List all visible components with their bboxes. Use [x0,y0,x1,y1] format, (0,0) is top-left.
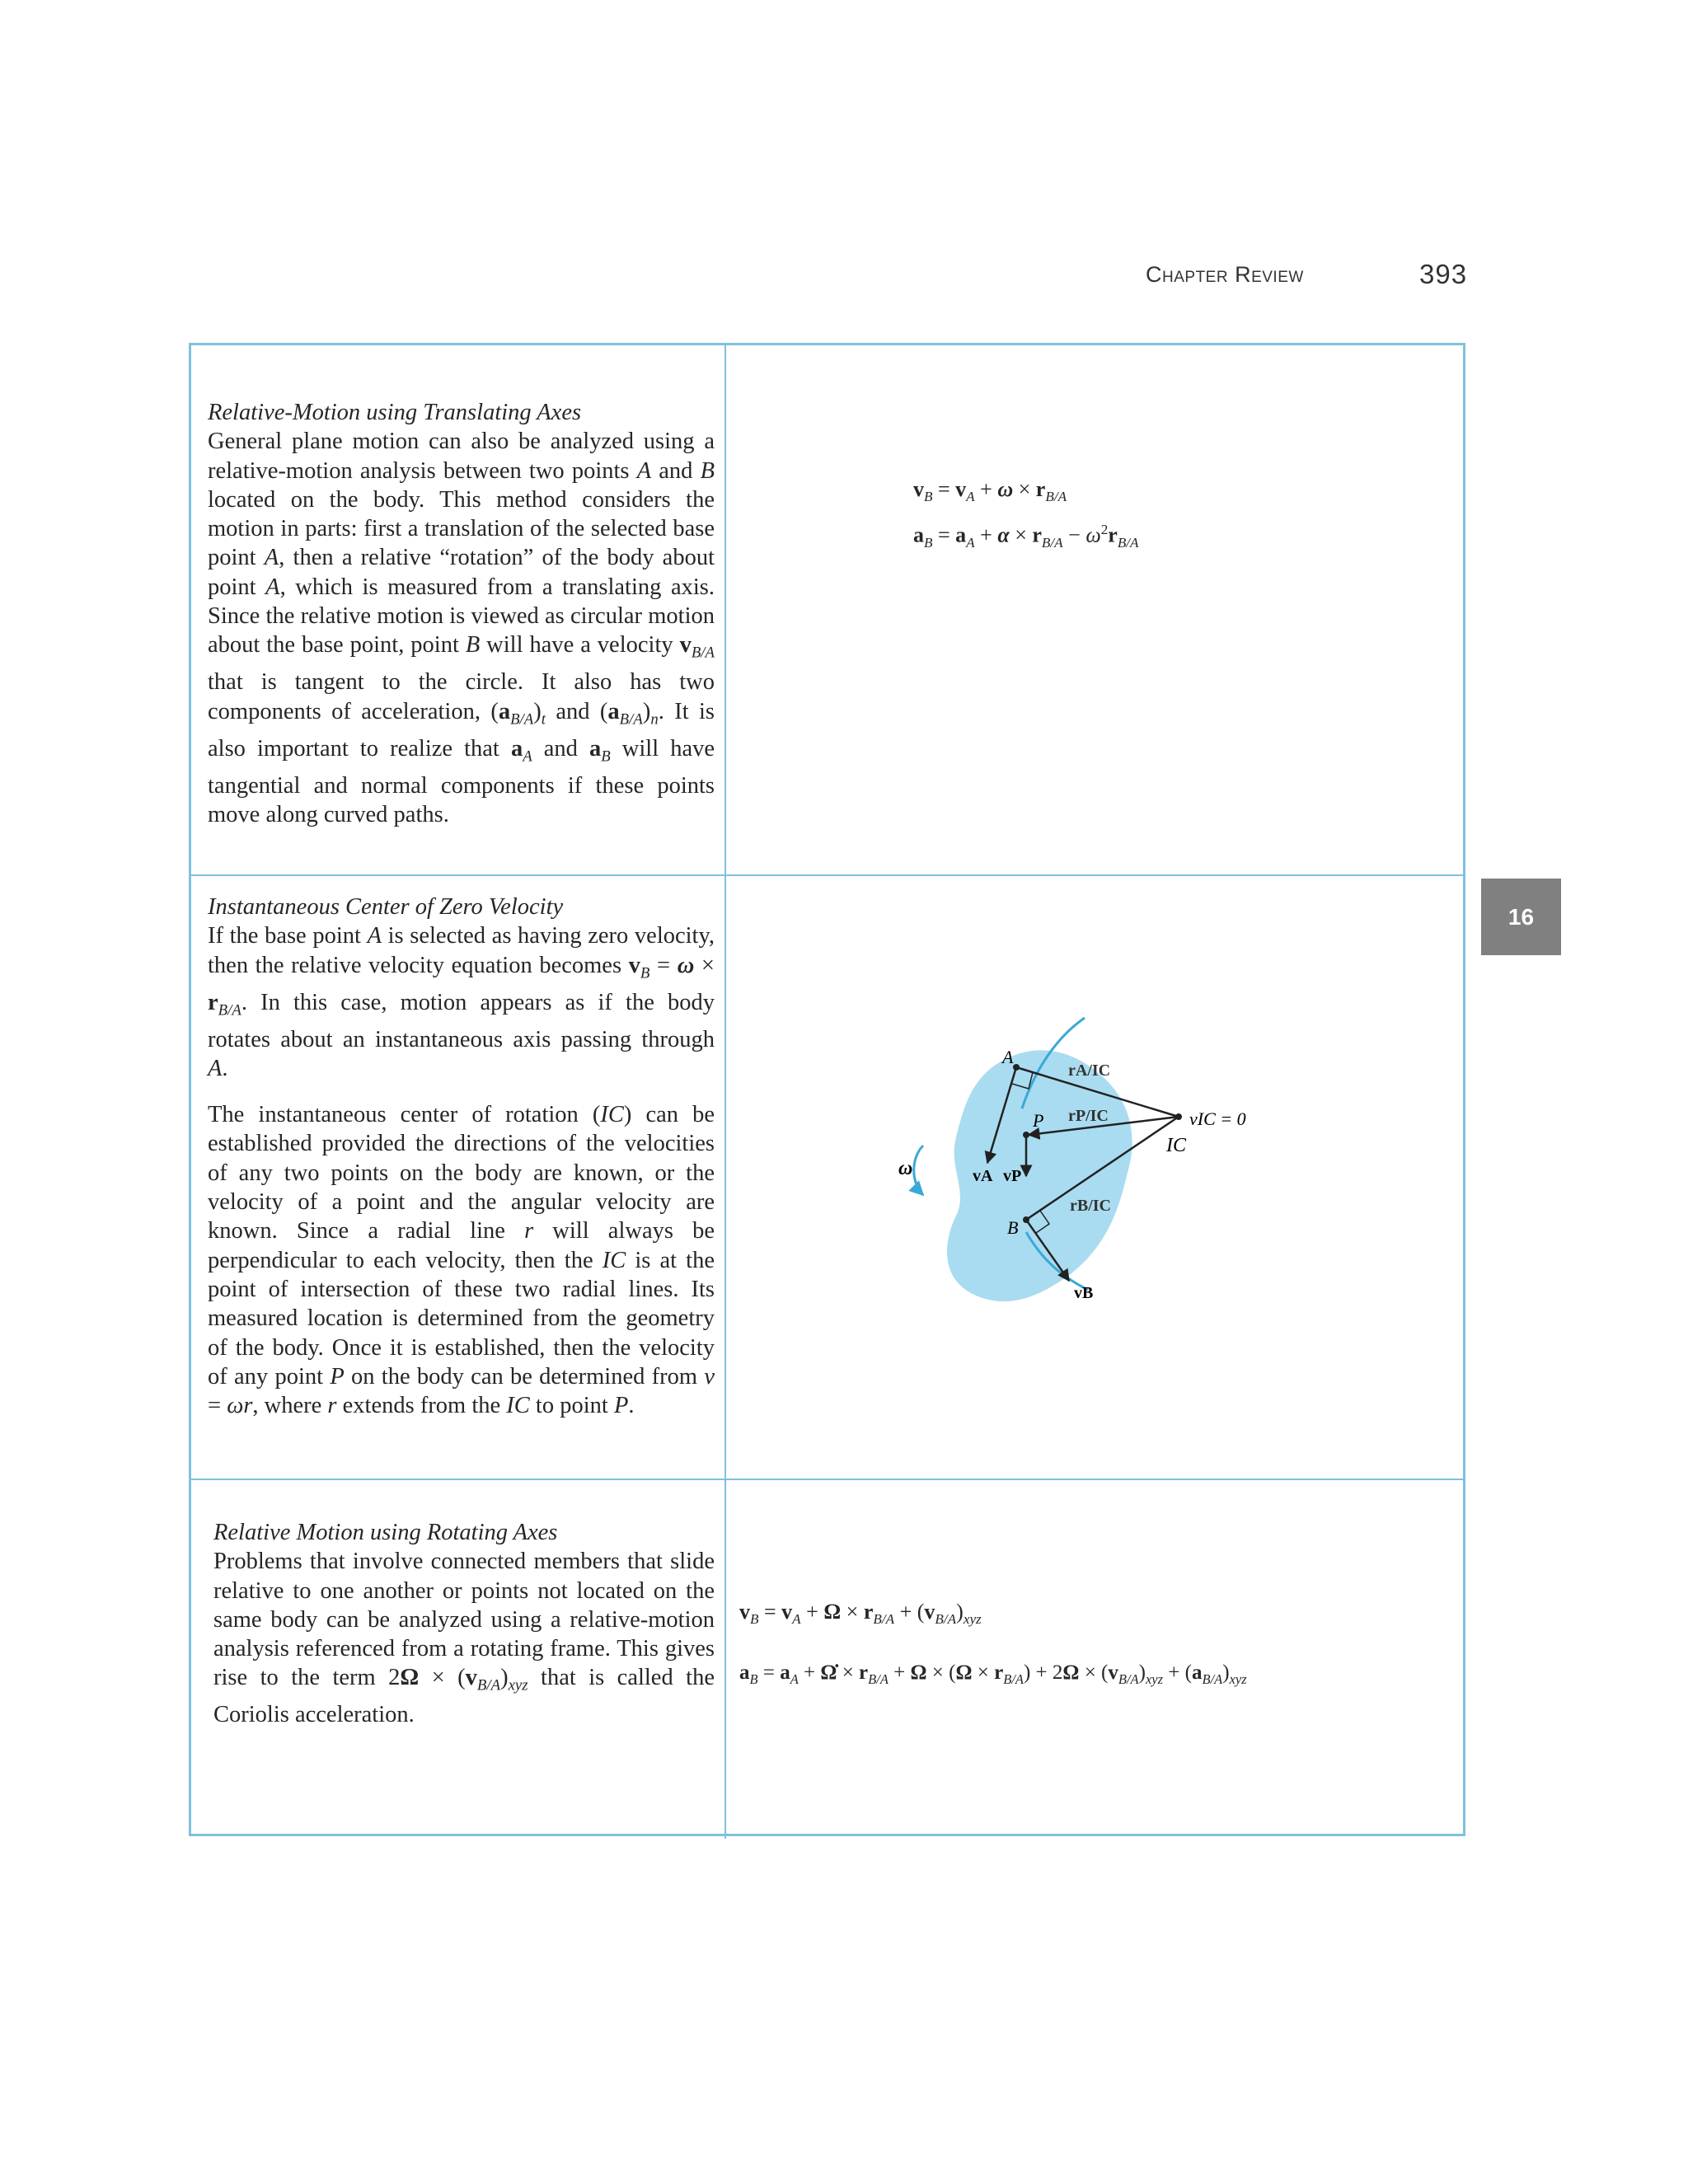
omega-label: ω [898,1158,913,1179]
column-divider [724,345,726,874]
label-r-a-ic: rA/IC [1068,1062,1111,1080]
label-v-a: vA [973,1167,993,1185]
label-r-b-ic: rB/IC [1070,1197,1111,1215]
velocity-equation-rotating: $v_B = v_A + \Omega \times r_{B/A} + (v_{B/A})_{xyz}$ [739,1600,982,1628]
column-divider [724,1480,726,1839]
section-title: Relative-Motion using Translating Axes [208,400,582,425]
section-text [208,398,715,846]
point-p [1023,1132,1029,1138]
page-number: 393 [1419,259,1468,289]
point-ic [1175,1113,1182,1120]
section-text [208,893,715,1437]
paragraph: The instantaneous center of rotation (IC) can be established provided the directions of the velocities of any two points on the body are known, or the velocity of a point and the angular velocity are known. Since a radial line r will always be perpendicular to each velocity, then the IC is at the point of intersection of these two radial lines. Its measured location is determined from the geometry of the body. Once it is established, then the velocity of any point P on the body can be determined from v = ωr, where r extends from the IC to point P. [208,1102,715,1419]
column-divider [724,876,726,1479]
paragraph: General plane motion can also be analyzed using a relative-motion analysis between two points A and B located on the body. This method considers the motion in parts: first a translation of the selected base point A, then a relative “rotation” of the body about point A, which is measured from a translating axis. Since the relative motion is viewed as circular motion about the base point, point B will have a velocity $v_{B/A}$ that is tangent to the circle. It also has two components of acceleration, $(a_{B/A})_t$ and $(a_{B/A})_n$. It is also important to realize that $a_A$ and $a_B$ will have tangential and normal components if these points move along curved paths. [208,429,715,827]
section-title: Relative Motion using Rotating Axes [213,1520,558,1545]
label-p: P [1033,1110,1044,1131]
label-v-p: vP [1003,1167,1022,1185]
label-v-b: vB [1074,1284,1094,1302]
label-v-ic: vIC = 0 [1189,1108,1246,1129]
section-translating-axes [191,345,1463,876]
label-r-p-ic: rP/IC [1068,1107,1109,1125]
paragraph: If the base point A is selected as having zero velocity, then the relative velocity equation becomes $v_B = \omega \times r_{B/A}$. In this case, motion appears as if the body rotates about an instantaneous axis passing through A. [208,923,715,1081]
point-a [1013,1064,1020,1071]
angular-velocity-arrow [914,1146,923,1195]
ic-figure [865,993,1278,1323]
acceleration-equation-rotating: $a_B = a_A$ + Ω̇ × $r_{B/A} + \Omega \times (\Omega \times r_{B/A}) + 2\Omega \times (v_{B/A})_{xyz} + (a_{B/A})_{xyz}$ [739,1661,1247,1687]
equation-cell [727,345,1463,874]
acceleration-equation: $a_B = a_A + \alpha \times r_{B/A} - \omega^2r_{B/A}$ [913,522,1139,551]
chapter-tab: 16 [1481,879,1561,955]
equation-cell [727,1480,1463,1839]
section-text [213,1518,715,1747]
velocity-equation: $v_B = v_A + \omega \times r_{B/A}$ [913,477,1067,505]
section-title: Instantaneous Center of Zero Velocity [208,894,564,920]
paragraph: Problems that involve connected members that slide relative to one another or points not located on the same body can be analyzed using a relative-motion analysis referenced from a rotating frame. This gives rise to the term $2\Omega \times (v_{B/A})_{xyz}$ that is called the Coriolis acceleration. [213,1549,715,1728]
label-a: A [1002,1047,1014,1067]
section-rotating-axes [191,1480,1463,1839]
point-b [1023,1216,1029,1223]
running-head: Chapter Review [1146,262,1304,287]
label-b: B [1007,1217,1019,1238]
label-ic: IC [1166,1135,1186,1156]
